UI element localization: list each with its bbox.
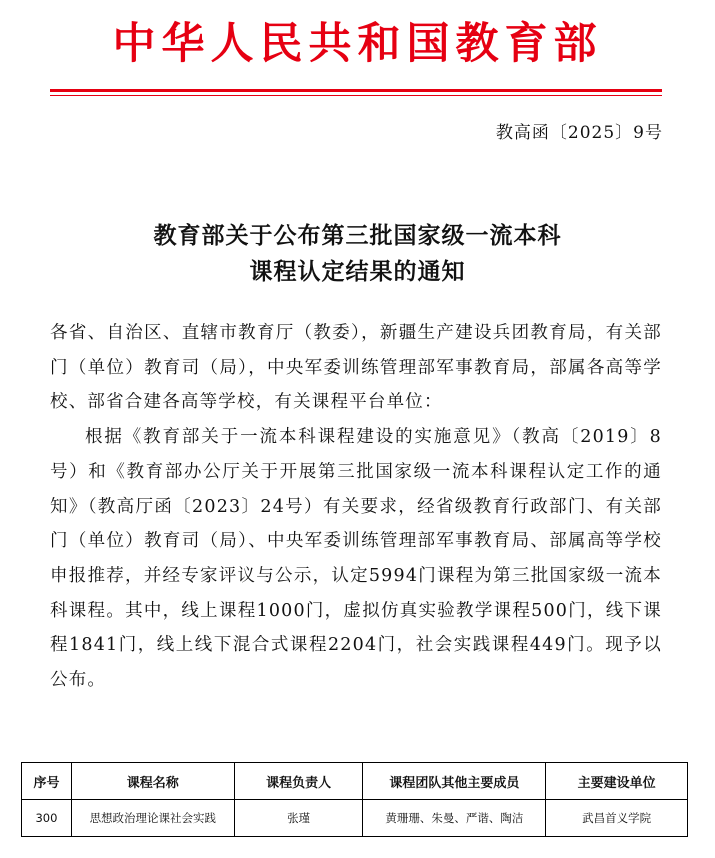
header-cell-team-members: 课程团队其他主要成员 <box>363 763 546 800</box>
header-cell-lead: 课程负责人 <box>234 763 363 800</box>
document-number: 教高函〔2025〕9号 <box>495 123 663 143</box>
header-red-rule-thick <box>50 89 662 92</box>
header-red-rule-thin <box>50 95 662 96</box>
document-title-line-2: 课程认定结果的通知 <box>249 259 466 285</box>
document-title <box>0 218 715 290</box>
document-body <box>50 316 662 698</box>
table-header-row <box>22 763 688 800</box>
main-paragraph: 根据《教育部关于一流本科课程建设的实施意见》（教高〔2019〕8号）和《教育部办公厅关于开展第三批国家级一流本科课程认定工作的通知》（教高厅函〔2023〕24号）有关要求，经省级教育行政部门、有关部门（单位）教育司（局）、中央军委训练管理部军事教育局、部属高等学校申报推荐，并经专家评议与公示，认定5994门课程为第三批国家级一流本科课程。其中，线上课程1000门，虚拟仿真实验教学课程500门，线下课程1841门，线上线下混合式课程2204门，社会实践课程449门。现予以公布。 <box>50 427 662 691</box>
cell-index: 300 <box>22 800 72 837</box>
issuer-heading: 中华人民共和国教育部 <box>112 19 603 69</box>
header-cell-index: 序号 <box>22 763 72 800</box>
course-table <box>21 762 688 837</box>
table-row <box>22 800 688 837</box>
cell-course-name: 思想政治理论课社会实践 <box>71 800 234 837</box>
header-cell-course-name: 课程名称 <box>71 763 234 800</box>
cell-lead: 张瑾 <box>234 800 363 837</box>
cell-team-members: 黄珊珊、朱曼、严谐、陶洁 <box>363 800 546 837</box>
cell-institution: 武昌首义学院 <box>546 800 688 837</box>
addressees-paragraph: 各省、自治区、直辖市教育厅（教委），新疆生产建设兵团教育局，有关部门（单位）教育司（局），中央军委训练管理部军事教育局，部属各高等学校、部省合建各高等学校，有关课程平台单位： <box>50 323 662 413</box>
document-title-line-1: 教育部关于公布第三批国家级一流本科 <box>153 223 562 249</box>
header-cell-institution: 主要建设单位 <box>546 763 688 800</box>
